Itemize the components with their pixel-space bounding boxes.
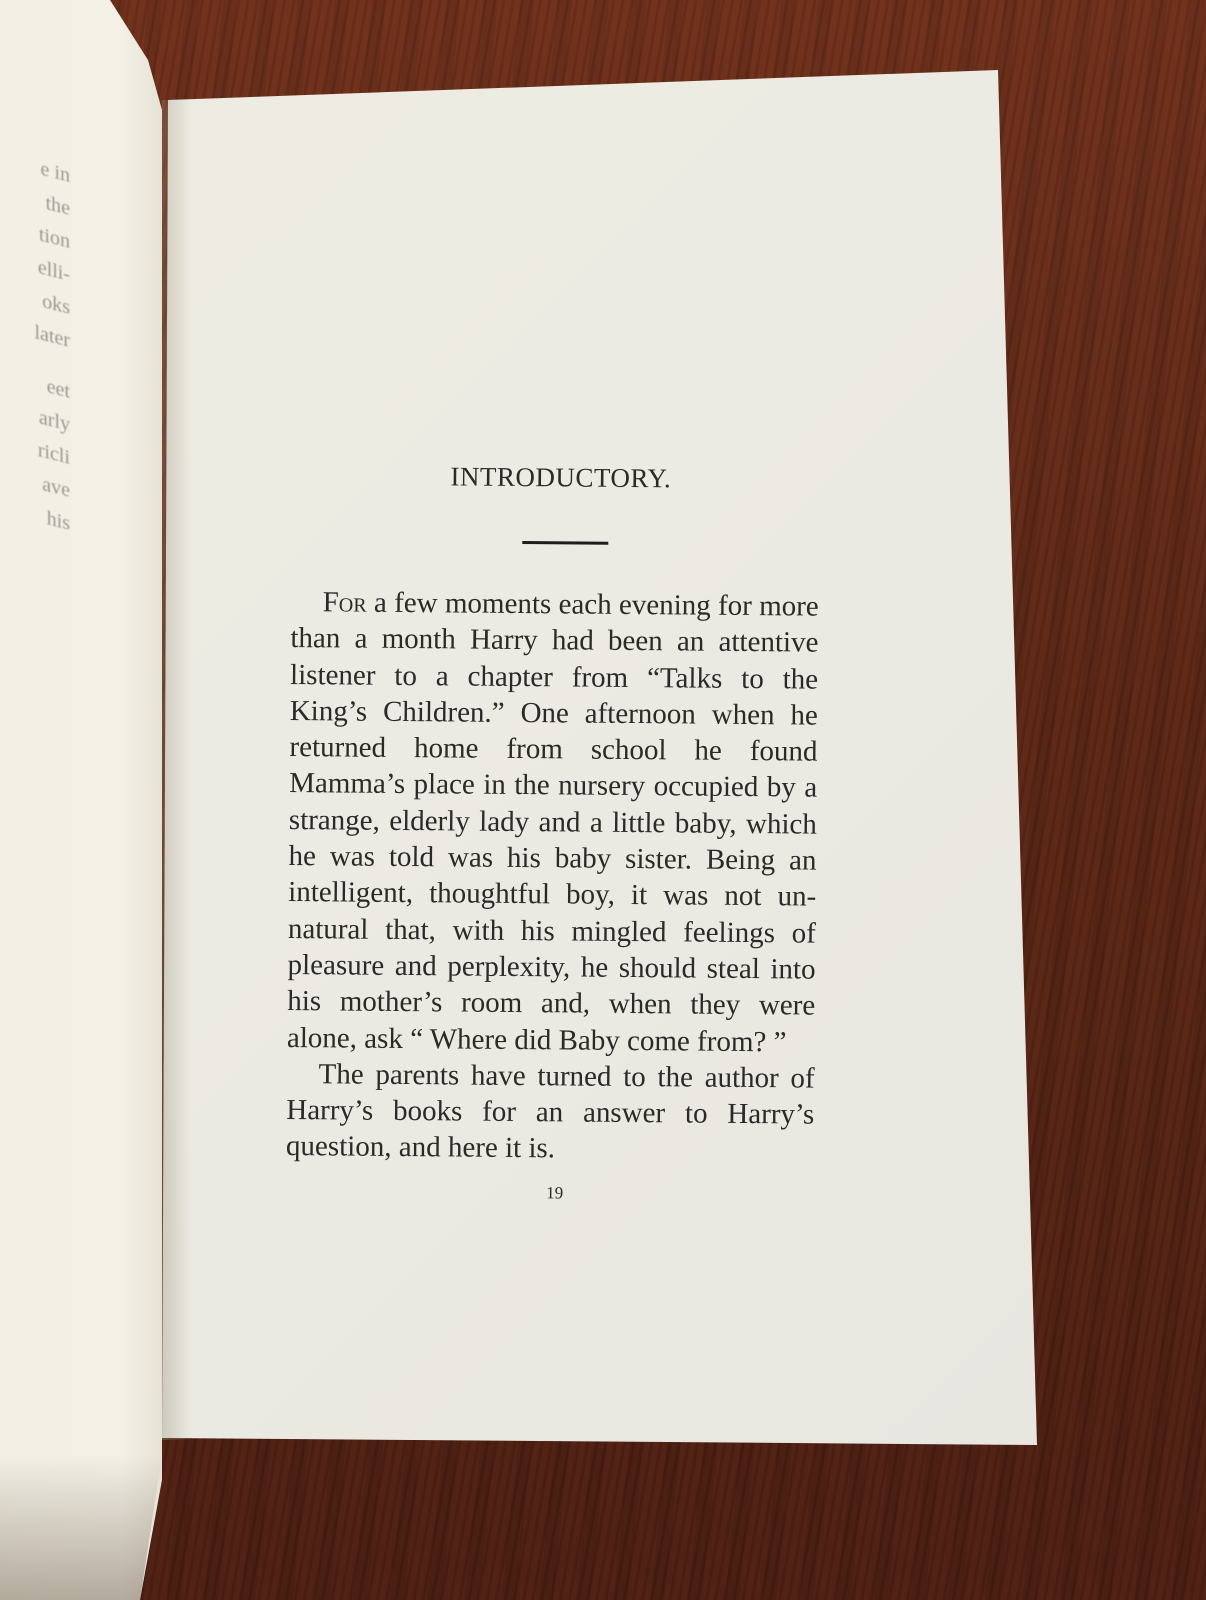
left-fragment: e in bbox=[40, 157, 70, 187]
page-title: INTRODUCTORY. bbox=[450, 461, 672, 494]
paragraph-1 bbox=[287, 584, 819, 1060]
book-gutter-shadow bbox=[162, 100, 192, 1440]
left-fragment: arly bbox=[38, 406, 70, 436]
title-rule bbox=[522, 541, 608, 545]
left-fragment: the bbox=[45, 191, 70, 220]
left-fragment: ave bbox=[42, 473, 70, 502]
left-fragment: tion bbox=[38, 223, 70, 253]
left-fragment: later bbox=[34, 321, 70, 352]
page-number: 19 bbox=[546, 1182, 564, 1203]
left-fragment: eet bbox=[46, 375, 70, 403]
paragraph-2: The parents have turned to the author of Harry’s books for an answer to Harry’s question, and here it is. bbox=[285, 1058, 815, 1165]
paragraph-lead: For bbox=[322, 586, 367, 619]
left-fragment: his bbox=[46, 507, 70, 535]
left-page-text-fragments bbox=[0, 143, 70, 541]
page-text-block bbox=[286, 460, 820, 1205]
left-fragment: oks bbox=[42, 290, 70, 319]
left-fragment: elli- bbox=[37, 255, 70, 286]
left-fragment: ricli bbox=[37, 438, 70, 469]
paragraph-1-body: a few moments each evening for more than a month Harry had been an attentive listener to a chapter from “Talks to the King’s Children.” One afternoon when he returned home from school he found Mamma’s place in the nursery occupied by a strange, elderly lady and a little baby, which he was told was his baby sister. Being an intelligent, thoughtful boy, it was not unnatural that, with his mingled feelings of pleasure and perplexity, he should steal into his mother’s room and, when they were alone, ask “ Where did Baby come from? ” bbox=[286, 586, 819, 1058]
left-page-shadow bbox=[0, 1455, 160, 1600]
